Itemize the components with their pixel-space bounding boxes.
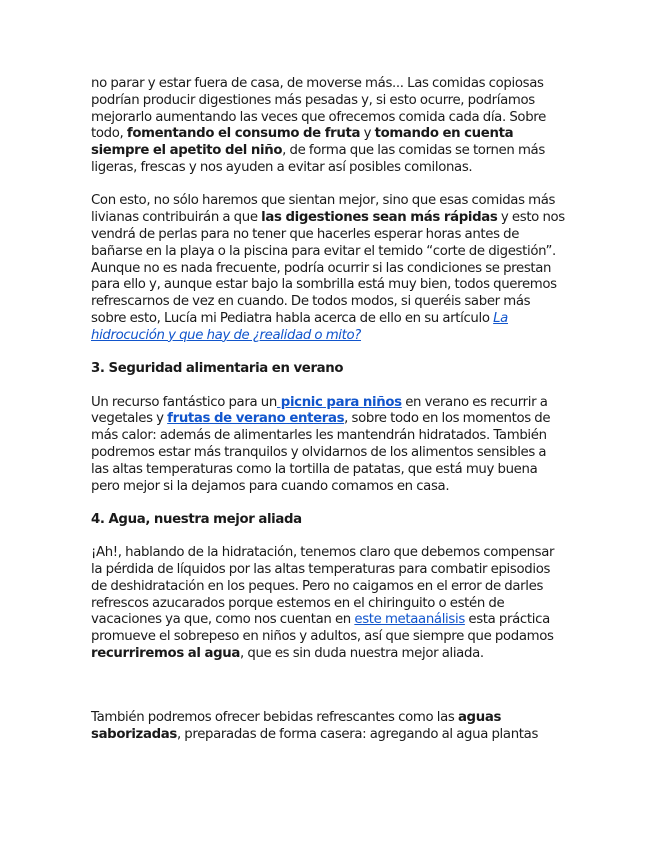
text-span: , sobre todo en los momentos de más calor: además de alimentarles les mantendrán hidratados. También podremos estar más tranquilos y olvidarnos de los alimentos sensibles a las altas temperaturas como la tortilla de patatas, que está muy buena pero mejor si la dejamos para cuando comamos en casa. <box>91 411 551 494</box>
text-span: y <box>360 126 375 142</box>
section-heading-4: 4. Agua, nuestra mejor aliada <box>91 511 302 527</box>
section-heading-3: 3. Seguridad alimentaria en verano <box>91 361 344 377</box>
text-span: y esto nos vendrá de perlas para no tener que hacerles esperar horas antes de bañarse en la playa o la piscina para evitar el temido “corte de digestión”. Aunque no es nada frecuente, podría ocurrir si las condiciones se prestan para ello y, aunque estar bajo la sombrilla está muy bien, todos queremos refrescarnos de vez en cuando. De todos modos, si queréis saber más sobre esto, Lucía mi Pediatra habla acerca de ello en su artículo <box>91 210 565 326</box>
picnic-link[interactable]: picnic para niños <box>276 394 402 410</box>
text-span: no parar y estar fuera de casa, de moverse más... Las comidas copiosas podrían producir digestiones más pesadas y, si esto ocurre, podríamos mejorarlo aumentando las veces que ofrecemos comida cada día. Sobre todo, <box>91 76 546 142</box>
bold-text: aguas saborizadas <box>91 710 502 743</box>
text-span: , de forma que las comidas se tornen más ligeras, frescas y nos ayuden a evitar así posibles comilonas. <box>91 143 545 175</box>
spacer <box>91 679 566 710</box>
text-span: Un recurso fantástico para un <box>91 394 277 410</box>
text-span: en verano es recurrir a vegetales y <box>91 394 548 427</box>
bold-text: fomentando el consumo de fruta <box>126 126 361 142</box>
bold-text: recurriremos al agua <box>91 646 240 662</box>
paragraph-3 <box>91 395 566 496</box>
text-span: esta práctica promueve el sobrepeso en niños y adultos, así que siempre que podamos <box>91 612 554 645</box>
hidrocucion-article-link[interactable]: La hidrocución y que hay de ¿realidad o mito? <box>91 310 508 343</box>
metaanalysis-link[interactable]: este metaanálisis <box>354 612 465 628</box>
article-body <box>91 76 566 761</box>
paragraph-4 <box>91 545 566 663</box>
bold-text: tomando en cuenta siempre el apetito del niño <box>91 126 514 159</box>
text-span: También podremos ofrecer bebidas refrescantes como las <box>91 710 458 726</box>
text-span: , preparadas de forma casera: agregando al agua plantas <box>176 727 539 743</box>
bold-text: las digestiones sean más rápidas <box>261 210 498 226</box>
summer-fruits-link[interactable]: frutas de verano enteras <box>167 411 345 427</box>
text-span: Con esto, no sólo haremos que sientan mejor, sino que esas comidas más livianas contribuirán a que <box>91 193 556 226</box>
text-span: , que es sin duda nuestra mejor aliada. <box>240 646 484 662</box>
text-span: ¡Ah!, hablando de la hidratación, tenemos claro que debemos compensar la pérdida de líquidos por las altas temperaturas para combatir episodios de deshidratación en los peques. Pero no caigamos en el error de darles refrescos azucarados porque estemos en el chiringuito o estén de vacaciones ya que, como nos cuentan en <box>91 545 555 628</box>
paragraph-2 <box>91 193 566 344</box>
paragraph-1 <box>91 76 566 177</box>
paragraph-5 <box>91 710 566 744</box>
